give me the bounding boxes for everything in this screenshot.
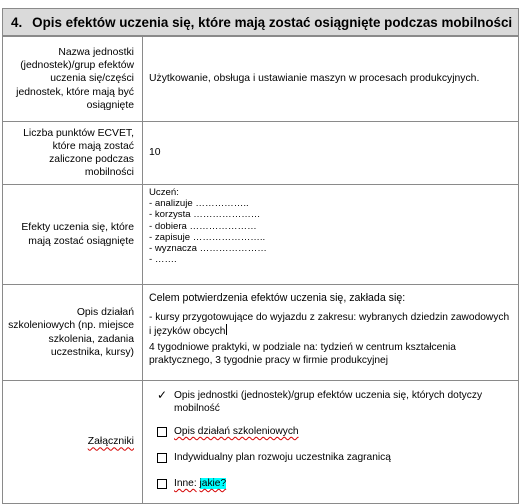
outcome-line: - wyznacza ………………… xyxy=(149,243,267,255)
outcome-line: - analizuje …………….. xyxy=(149,198,249,210)
training-label: Opis działań szkoleniowych (np. miejsce szkolenia, zadania uczestnika, kursy) xyxy=(3,285,143,381)
learning-outcomes-list xyxy=(149,187,512,265)
learning-outcomes-value[interactable] xyxy=(143,185,519,285)
ecvet-points-value[interactable]: 10 xyxy=(143,122,519,185)
section-number: 4. xyxy=(11,14,23,30)
attachment-item[interactable] xyxy=(157,451,512,467)
row-training xyxy=(3,285,519,381)
outcome-line: - ……. xyxy=(149,254,177,266)
training-lead: Celem potwierdzenia efektów uczenia się, zakłada się: xyxy=(149,292,406,304)
training-value[interactable] xyxy=(143,285,519,381)
attachment-item[interactable] xyxy=(157,425,512,441)
checkbox-icon[interactable] xyxy=(157,453,167,463)
section-header xyxy=(2,8,519,36)
unit-name-value[interactable]: Użytkowanie, obsługa i ustawianie maszyn w procesach produkcyjnych. xyxy=(143,37,519,122)
row-unit-name xyxy=(3,37,519,122)
row-attachments xyxy=(3,381,519,504)
outcome-line: - dobiera ………………… xyxy=(149,220,257,232)
outcome-line: - korzysta ………………… xyxy=(149,209,261,221)
attachment-text: Opis jednostki (jednostek)/grup efektów uczenia się, których dotyczy mobilność xyxy=(174,390,483,414)
outcome-line: - zapisuje ………………….. xyxy=(149,231,266,243)
outcome-line: Uczeń: xyxy=(149,187,179,198)
row-ecvet-points xyxy=(3,122,519,185)
attachment-item[interactable] xyxy=(157,389,512,415)
checkmark-icon[interactable]: ✓ xyxy=(157,388,168,402)
attachments-label: Załączniki xyxy=(3,381,143,504)
attachment-text: Opis działań szkoleniowych xyxy=(174,426,299,437)
attachments-list xyxy=(149,389,512,493)
mobility-table xyxy=(2,36,519,504)
row-learning-outcomes xyxy=(3,185,519,285)
unit-name-label: Nazwa jednostki (jednostek)/grup efektów uczenia się/części jednostek, które mają być osiągnięte xyxy=(3,37,143,122)
attachment-text: Indywidualny plan rozwoju uczestnika zagranicą xyxy=(174,452,391,463)
training-item-courses: - kursy przygotowujące do wyjazdu z zakresu: wybranych dziedzin zawodowych i języków obcych xyxy=(149,312,510,338)
other-highlight: jakie? xyxy=(199,478,227,489)
training-item-practice: 4 tygodniowe praktyki, w podziale na: tydzień w centrum kształcenia praktycznego, 3 tygodnie pracy w firmie produkcyjnej xyxy=(149,342,456,367)
section-title: Opis efektów uczenia się, które mają zostać osiągnięte podczas mobilności xyxy=(32,14,513,30)
learning-outcomes-label: Efekty uczenia się, które mają zostać osiągnięte xyxy=(3,185,143,285)
attachment-text-other: Inne: jakie? xyxy=(174,478,227,489)
text-cursor xyxy=(226,324,227,335)
checkbox-icon[interactable] xyxy=(157,427,167,437)
checkbox-icon[interactable] xyxy=(157,479,167,489)
ecvet-points-label: Liczba punktów ECVET, które mają zostać zaliczone podczas mobilności xyxy=(3,122,143,185)
attachments-value xyxy=(143,381,519,504)
